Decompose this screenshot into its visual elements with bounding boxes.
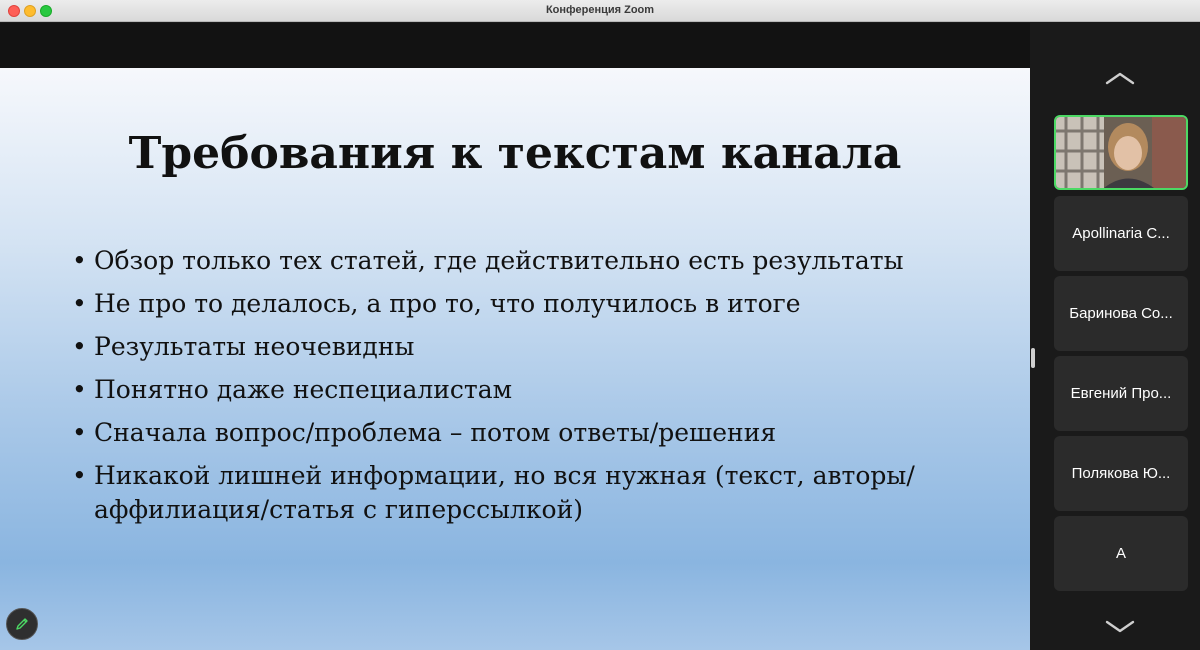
participant-tile[interactable] xyxy=(1054,196,1188,271)
slide-bullet: • Понятно даже неспециалистам xyxy=(72,373,972,407)
slide-bullet: • Обзор только тех статей, где действительно есть результаты xyxy=(72,244,972,278)
slide-bullet: • Сначала вопрос/проблема – потом ответы/решения xyxy=(72,416,972,450)
participant-tile[interactable] xyxy=(1054,276,1188,351)
participant-name: Евгений Про... xyxy=(1070,385,1172,402)
participant-tile[interactable] xyxy=(1054,356,1188,431)
window-titlebar xyxy=(0,0,1200,22)
participant-name: Баринова Со... xyxy=(1069,305,1173,322)
scroll-down-button[interactable] xyxy=(1102,616,1138,638)
split-view-resize-handle[interactable] xyxy=(1031,348,1035,368)
participant-tile[interactable] xyxy=(1054,436,1188,511)
pencil-icon xyxy=(14,616,30,632)
annotate-button[interactable] xyxy=(6,608,38,640)
window-title: Конференция Zoom xyxy=(545,4,655,16)
participant-name: Apollinaria C... xyxy=(1072,225,1170,242)
participant-video-feed xyxy=(1056,117,1186,188)
participant-name: Полякова Ю... xyxy=(1071,465,1171,482)
active-speaker-video-tile[interactable] xyxy=(1054,115,1188,190)
slide-bullet-list xyxy=(72,244,972,536)
slide-title: Требования к текстам канала xyxy=(128,128,902,179)
chevron-up-icon xyxy=(1105,71,1135,85)
top-toolbar-area xyxy=(0,23,1030,68)
chevron-down-icon xyxy=(1105,620,1135,634)
shared-slide xyxy=(0,68,1030,650)
participant-tile[interactable] xyxy=(1054,516,1188,591)
slide-bullet: • Результаты неочевидны xyxy=(72,330,972,364)
slide-bullet: • Никакой лишней информации, но вся нужная (текст, авторы/аффилиация/статья с гиперссылкой) xyxy=(72,459,972,527)
scroll-up-button[interactable] xyxy=(1102,67,1138,89)
participant-name: А xyxy=(1115,545,1126,562)
participant-gallery-sidebar xyxy=(1036,23,1200,650)
slide-bullet: • Не про то делалось, а про то, что получилось в итоге xyxy=(72,287,972,321)
